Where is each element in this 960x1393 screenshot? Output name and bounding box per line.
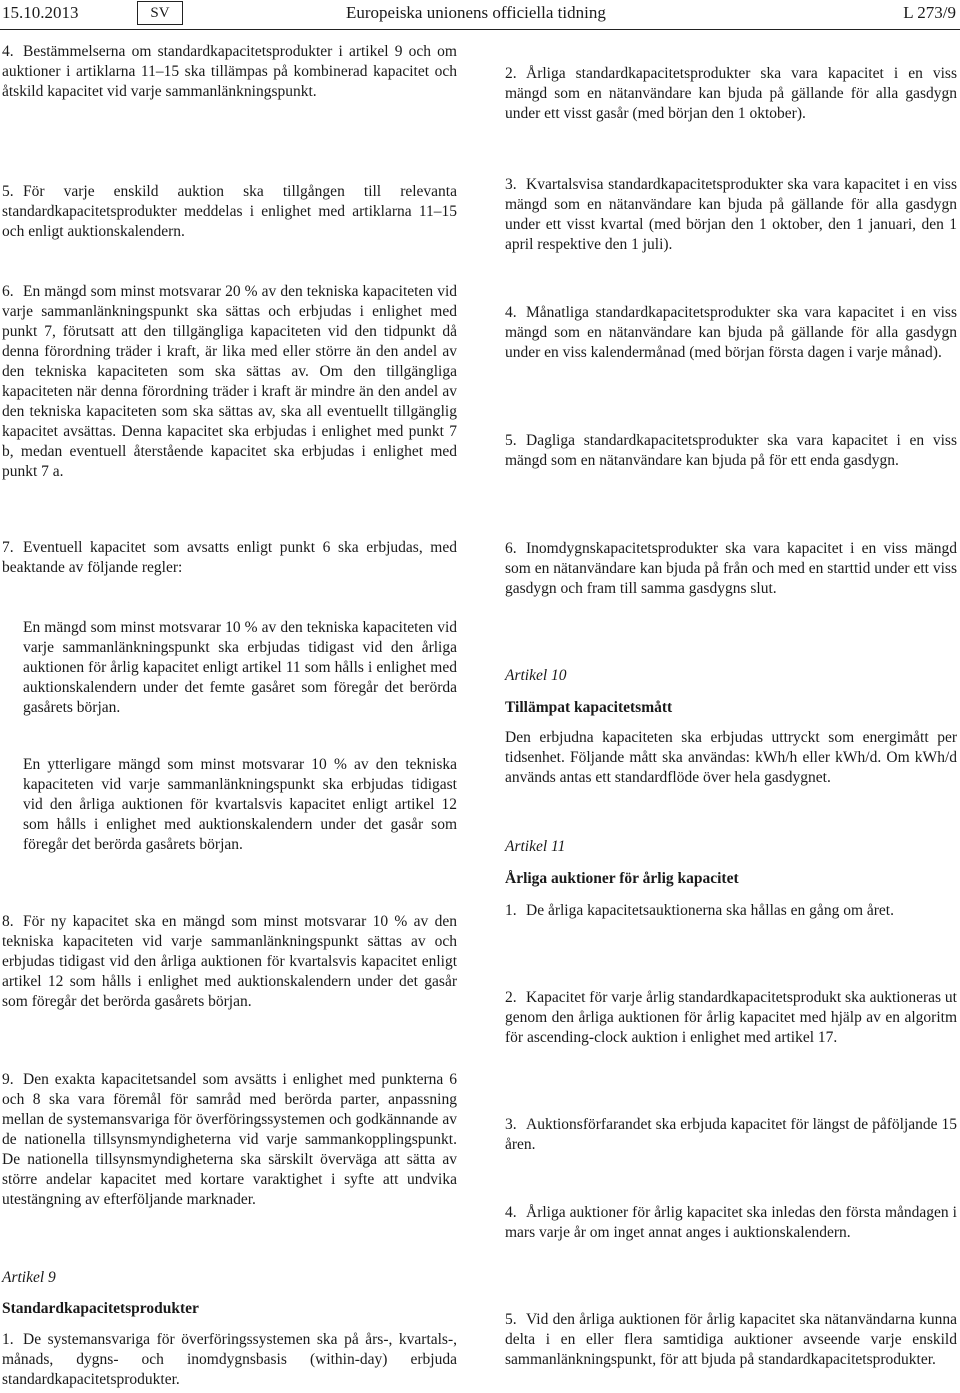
page-number: L 273/9	[903, 3, 956, 22]
article-9-title: Standardkapacitetsprodukter	[2, 1300, 199, 1317]
article-10-heading	[505, 666, 957, 686]
article-9-paragraph-6: 6. Inomdygnskapacitetsprodukter ska vara kapacitet i en viss mängd som en nätanvändare kan bjuda på från och med en starttid under ett viss gasdygn och fram till samma gasdygns slut.	[505, 540, 957, 597]
article-11-number: Artikel 11	[505, 838, 566, 855]
article-10-text: Den erbjudna kapaciteten ska erbjudas uttryckt som energimått per tidsenhet. Följande mått ska användas: kWh/h eller kWh/d. Om kWh/d används antas ett standardflöde över hela gasdygnet.	[505, 729, 957, 786]
header-rule	[0, 29, 960, 30]
article-9-paragraph-2: 2. Årliga standardkapacitetsprodukter ska vara kapacitet i en viss mängd som en nätanvändare kan bjuda på gällande för alla gasdygn under ett visst gasår (med början den 1 oktober).	[505, 65, 957, 122]
paragraph-6: 6. En mängd som minst motsvarar 20 % av den tekniska kapaciteten vid varje sammanlänkningspunkt ska sättas och erbjudas i enlighet med punkt 7, förutsatt att den tillgängliga kapaciteten vid den tidpunkt då denna förordning träder i kraft, är lika med eller större än den andel av den tekniska kapaciteten som ska sättas av. Om den tillgängliga kapaciteten när denna förordning träder i kraft är mindre än den andel av den tekniska kapaciteten som ska sättas av, ska all eventuellt tillgänglig kapacitet avsättas. Denna kapacitet ska erbjudas i enlighet med punkt 7 b, medan eventuell återstående kapacitet ska erbjudas i enlighet med punkt 7 a.	[2, 283, 457, 480]
article-11-title: Årliga auktioner för årlig kapacitet	[505, 870, 739, 887]
paragraph-7b: En ytterligare mängd som minst motsvarar 10 % av den tekniska kapaciteten vid varje sammanlänkningspunkt ska erbjudas tidigast vid den årliga auktionen för kvartalsvis kapacitet enligt artikel 12 som hålls i enlighet med auktionskalendern under det gasår som föregår det berörda gasårets början.	[23, 756, 457, 853]
article-11-paragraph-2: 2. Kapacitet för varje årlig standardkapacitetsprodukt ska auktioneras ut genom den årliga auktionen för årlig kapacitet med hjälp av en algoritm för ascending-clock auktion i enlighet med artikel 17.	[505, 989, 957, 1046]
paragraph-9: 9. Den exakta kapacitetsandel som avsätts i enlighet med punkterna 6 och 8 ska vara föremål för samråd med berörda parter, anpassning mellan de systemansvariga för överföringssystemen och godkännande av de nationella tillsynsmyndigheterna vid varje sammankopplingspunkt. De nationella tillsynsmyndigheterna ska särskilt överväga att sätta av större andelar kapacitet med kortare varaktighet i syfte att undvika utestängning av efterföljande marknader.	[2, 1071, 457, 1208]
article-9-title-wrap	[2, 1299, 457, 1319]
article-10-title: Tillämpat kapacitetsmått	[505, 699, 673, 716]
article-9-paragraph-1: 1. De systemansvariga för överföringssystemen ska på års-, kvartals-, månads, dygns- och inomdygnsbasis (within-day) erbjuda standardkapacitetsprodukter.	[2, 1331, 457, 1388]
article-9-number: Artikel 9	[2, 1269, 56, 1286]
language-badge: SV	[137, 1, 183, 25]
paragraph-7: 7. Eventuell kapacitet som avsatts enligt punkt 6 ska erbjudas, med beaktande av följande regler:	[2, 539, 457, 576]
publication-date: 15.10.2013	[2, 3, 79, 22]
article-10-number: Artikel 10	[505, 667, 567, 684]
article-9-paragraph-5: 5. Dagliga standardkapacitetsprodukter ska vara kapacitet i en viss mängd som en nätanvändare kan bjuda på för ett enda gasdygn.	[505, 432, 957, 469]
article-11-heading	[505, 837, 957, 857]
journal-title: Europeiska unionens officiella tidning	[346, 3, 606, 22]
article-11-paragraph-4: 4. Årliga auktioner för årlig kapacitet ska inledas den första måndagen i mars varje år om inget annat anges i auktionskalendern.	[505, 1204, 957, 1241]
page-header	[0, 0, 960, 30]
article-9-paragraph-3: 3. Kvartalsvisa standardkapacitetsprodukter ska vara kapacitet i en viss mängd som en nätanvändare kan bjuda på gällande för alla gasdygn under ett visst kvartal (med början den 1 oktober, den 1 januari, den 1 april respektive den 1 juli).	[505, 176, 957, 253]
article-11-paragraph-3: 3. Auktionsförfarandet ska erbjuda kapacitet för längst de påföljande 15 åren.	[505, 1116, 957, 1153]
paragraph-7a: En mängd som minst motsvarar 10 % av den tekniska kapaciteten vid varje sammanlänkningspunkt ska erbjudas tidigast vid den årliga auktionen för årlig kapacitet enligt artikel 11 som hålls i enlighet med auktionskalendern under det femte gasåret som föregår det berörda gasårets början.	[23, 619, 457, 716]
article-10-title-wrap	[505, 698, 957, 718]
article-11-title-wrap	[505, 869, 957, 889]
article-11-paragraph-1: 1. De årliga kapacitetsauktionerna ska hållas en gång om året.	[505, 902, 894, 919]
paragraph-5: 5. För varje enskild auktion ska tillgången till relevanta standardkapacitetsprodukter meddelas i enlighet med artiklarna 11–15 och enligt auktionskalendern.	[2, 183, 457, 240]
paragraph-4: 4. Bestämmelserna om standardkapacitetsprodukter i artikel 9 och om auktioner i artiklarna 11–15 ska tillämpas på kombinerad kapacitet och åtskild kapacitet vid varje sammanlänkningspunkt.	[2, 43, 457, 100]
article-9-heading	[2, 1268, 457, 1288]
paragraph-8: 8. För ny kapacitet ska en mängd som minst motsvarar 10 % av den tekniska kapaciteten vid varje sammanlänkningspunkt sättas av och erbjudas tidigast vid den årliga auktionen för kvartalsvis kapacitet enligt artikel 12 som hålls i enlighet med auktionskalendern under det gasår som föregår det berörda gasårets början.	[2, 913, 457, 1010]
article-9-paragraph-4: 4. Månatliga standardkapacitetsprodukter ska vara kapacitet i en viss mängd som en nätanvändare kan bjuda på gällande för alla gasdygn under en viss kalendermånad (med början första dagen i varje månad).	[505, 304, 957, 361]
article-11-paragraph-5: 5. Vid den årliga auktionen för årlig kapacitet ska nätanvändarna kunna delta i en eller flera samtidiga auktioner avseende varje enskild sammanlänkningspunkt, för att bjuda på standardkapacitetsprodukter.	[505, 1311, 957, 1368]
